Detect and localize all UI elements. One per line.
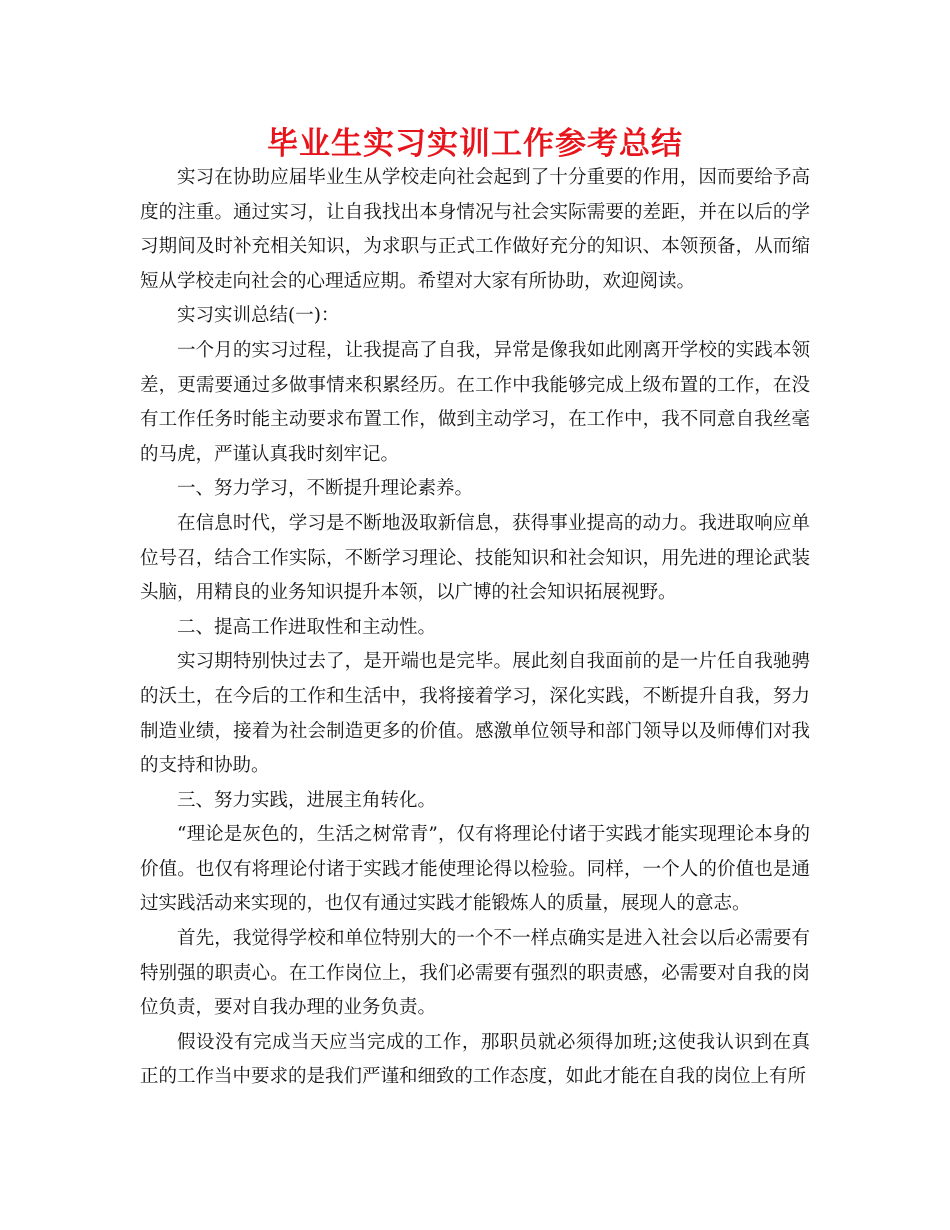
paragraph: 实习期特别快过去了，是开端也是完毕。展此刻自我面前的是一片任自我驰骋的沃土，在今后的工作和生活中，我将接着学习，深化实践，不断提升自我，努力制造业绩，接着为社会制造更多的价值。感激单位领导和部门领导以及师傅们对我的支持和协助。 (140, 651, 810, 777)
paragraph: 首先，我觉得学校和单位特别大的一个不一样点确实是进入社会以后必需要有特别强的职责心。在工作岗位上，我们必需要有强烈的职责感，必需要对自我的岗位负责，要对自我办理的业务负责。 (140, 928, 810, 1019)
paragraph: 一个月的实习过程，让我提高了自我，异常是像我如此刚离开学校的实践本领差，更需要通过多做事情来积累经历。在工作中我能够完成上级布置的工作，在没有工作任务时能主动要求布置工作，做到主动学习，在工作中，我不同意自我丝毫的马虎，严谨认真我时刻牢记。 (140, 339, 810, 465)
document-body (140, 161, 810, 1095)
paragraph: 在信息时代，学习是不断地汲取新信息，获得事业提高的动力。我进取响应单位号召，结合工作实际，不断学习理论、技能知识和社会知识，用先进的理论武装头脑，用精良的业务知识提升本领，以广博的社会知识拓展视野。 (140, 512, 810, 604)
paragraph-section-heading: 实习实训总结(一)： (177, 305, 340, 327)
paragraph-subheading: 三、努力实践，进展主角转化。 (177, 789, 437, 811)
paragraph-intro: 实习在协助应届毕业生从学校走向社会起到了十分重要的作用，因而要给予高度的注重。通过实习，让自我找出本身情况与社会实际需要的差距，并在以后的学习期间及时补充相关知识，为求职与正式工作做好充分的知识、本领预备，从而缩短从学校走向社会的心理适应期。希望对大家有所协助，欢迎阅读。 (140, 167, 810, 292)
paragraph-subheading: 二、提高工作进取性和主动性。 (177, 616, 437, 638)
paragraph-subheading: 一、努力学习，不断提升理论素养。 (177, 478, 474, 500)
paragraph: 假设没有完成当天应当完成的工作，那职员就必须得加班;这使我认识到在真正的工作当中要求的是我们严谨和细致的工作态度，如此才能在自我的岗位上有所 (140, 1031, 810, 1088)
document-title: 毕业生实习实训工作参考总结 (267, 126, 683, 162)
paragraph: “理论是灰色的，生活之树常青”，仅有将理论付诸于实践才能实现理论本身的价值。也仅有将理论付诸于实践才能使理论得以检验。同样，一个人的价值也是通过实践活动来实现的，也仅有通过实践才能锻炼人的质量，展现人的意志。 (140, 824, 810, 915)
